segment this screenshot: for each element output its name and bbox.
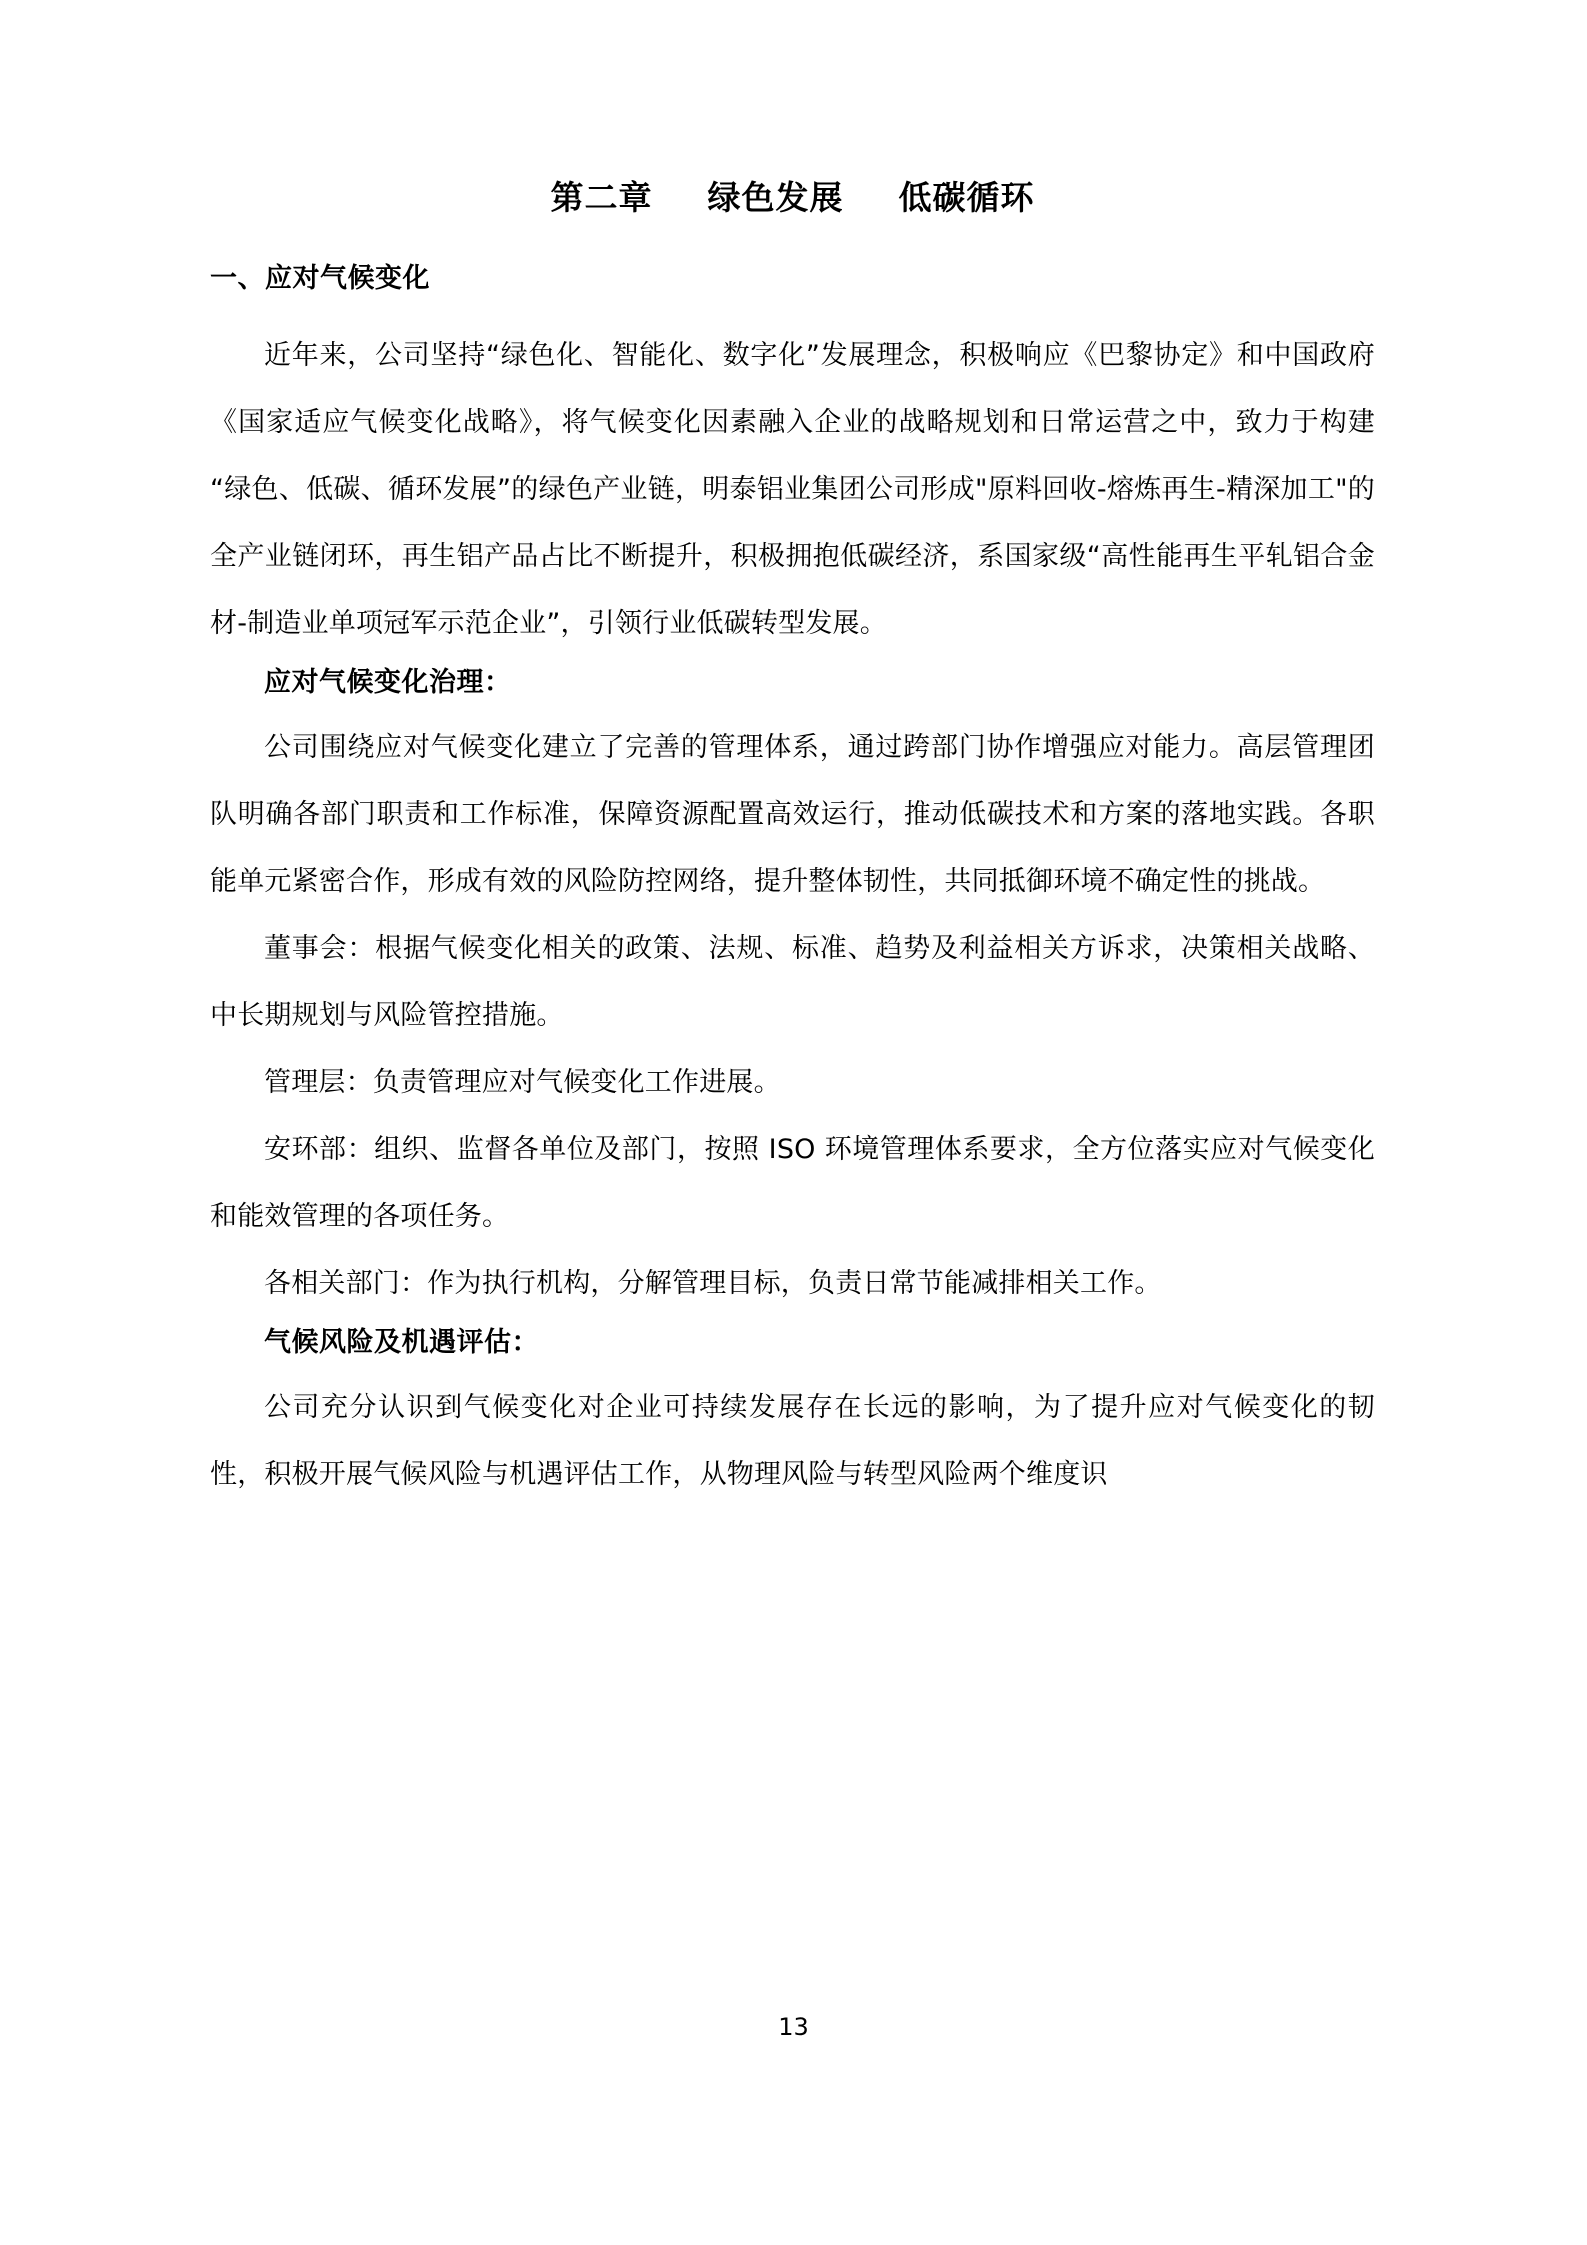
paragraph-governance: 公司围绕应对气候变化建立了完善的管理体系，通过跨部门协作增强应对能力。高层管理团队明确各部门职责和工作标准，保障资源配置高效运行，推动低碳技术和方案的落地实践。各职能单元紧密合作，形成有效的风险防控网络，提升整体韧性，共同抵御环境不确定性的挑战。 (210, 731, 1375, 897)
paragraph-risk-assessment: 公司充分认识到气候变化对企业可持续发展存在长远的影响，为了提升应对气候变化的韧性，积极开展气候风险与机遇评估工作，从物理风险与转型风险两个维度识 (210, 1392, 1375, 1491)
risk-block (210, 1374, 1375, 1508)
subheading-climate-governance: 应对气候变化治理： (264, 666, 512, 698)
paragraph-related-departments: 各相关部门：作为执行机构，分解管理目标，负责日常节能减排相关工作。 (264, 1267, 1162, 1299)
page-content (210, 175, 1375, 1512)
intro-block (210, 322, 1375, 657)
paragraph-management-layer: 管理层：负责管理应对气候变化工作进展。 (264, 1066, 781, 1098)
paragraph-board-of-directors: 董事会：根据气候变化相关的政策、法规、标准、趋势及利益相关方诉求，决策相关战略、中长期规划与风险管控措施。 (210, 932, 1375, 1031)
chapter-title-theme-2: 低碳循环 (898, 178, 1035, 217)
chapter-title (210, 175, 1375, 221)
chapter-title-theme-1: 绿色发展 (707, 178, 844, 217)
chapter-title-number: 第二章 (550, 178, 653, 217)
governance-block (210, 714, 1375, 1317)
subheading-climate-risk-opportunity: 气候风险及机遇评估： (264, 1326, 539, 1358)
page-number: 13 (778, 2013, 809, 2041)
section-heading-climate-change: 一、应对气候变化 (210, 263, 430, 295)
paragraph-safety-environment-dept: 安环部：组织、监督各单位及部门，按照 ISO 环境管理体系要求，全方位落实应对气候变化和能效管理的各项任务。 (210, 1133, 1375, 1232)
paragraph-intro: 近年来，公司坚持“绿色化、智能化、数字化”发展理念，积极响应《巴黎协定》和中国政府《国家适应气候变化战略》，将气候变化因素融入企业的战略规划和日常运营之中，致力于构建“绿色、低碳、循环发展”的绿色产业链，明泰铝业集团公司形成"原料回收-熔炼再生-精深加工"的全产业链闭环，再生铝产品占比不断提升，积极拥抱低碳经济，系国家级“高性能再生平轧铝合金材-制造业单项冠军示范企业”，引领行业低碳转型发展。 (210, 339, 1375, 639)
